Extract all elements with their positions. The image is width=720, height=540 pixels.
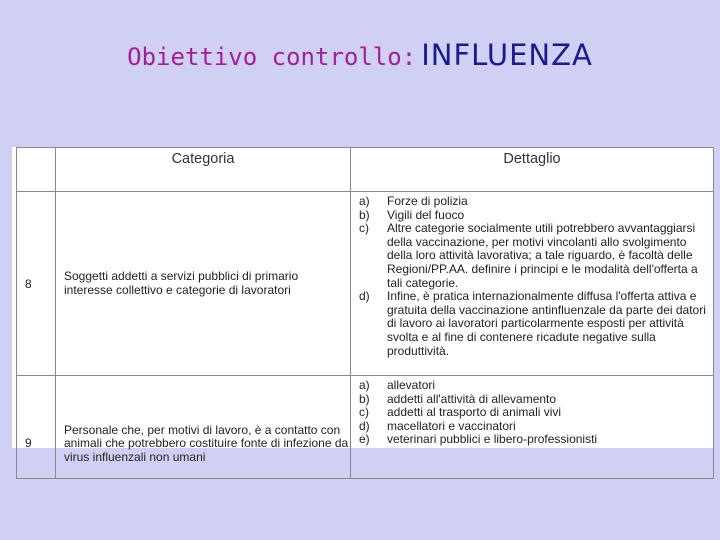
detail-item <box>359 195 713 209</box>
detail-text: addetti al trasporto di animali vivi <box>387 405 562 420</box>
row-number: 8 <box>17 192 56 376</box>
header-categoria: Categoria <box>56 148 351 192</box>
title-topic: INFLUENZA <box>421 38 593 72</box>
detail-item <box>359 209 713 223</box>
detail-letter: a) <box>359 378 370 392</box>
detail-item <box>359 406 713 420</box>
detail-item <box>359 222 713 290</box>
detail-item <box>359 420 713 434</box>
detail-text: Altre categorie socialmente utili potrebbero avvantaggiarsi della vaccinazione, per motivi vincolanti allo svolgimento della loro attività lavorativa; a tale riguardo, è facoltà delle Regioni/PP.AA. definire i principi e le modalità dell'offerta a tali categorie. <box>387 221 698 290</box>
header-number-cell <box>17 148 56 192</box>
detail-letter: a) <box>359 194 370 208</box>
table-sheet <box>12 147 714 464</box>
detail-text: veterinari pubblici e libero-professionisti <box>387 432 598 447</box>
detail-letter: d) <box>359 418 370 433</box>
title-label: Obiettivo controllo: <box>127 43 417 71</box>
row-details <box>351 376 714 479</box>
detail-item <box>359 379 713 393</box>
detail-item <box>359 393 713 407</box>
detail-text: Forze di polizia <box>387 194 468 208</box>
detail-text: addetti all'attività di allevamento <box>387 391 557 406</box>
detail-letter: c) <box>359 405 369 420</box>
detail-item <box>359 433 713 447</box>
table-row <box>17 376 714 479</box>
detail-text: macellatori e vaccinatori <box>387 418 516 433</box>
row-category: Soggetti addetti a servizi pubblici di primario interesse collettivo e categorie di lavoratori <box>56 192 351 376</box>
detail-text: Vigili del fuoco <box>387 207 465 222</box>
detail-letter: c) <box>359 221 369 236</box>
detail-letter: b) <box>359 207 370 222</box>
row-details <box>351 192 714 376</box>
detail-letter: b) <box>359 391 370 406</box>
table-header-row <box>17 148 714 192</box>
row-number: 9 <box>17 376 56 479</box>
row-category: Personale che, per motivi di lavoro, è a contatto con animali che potrebbero costituire fonte di infezione da virus influenzali non umani <box>56 376 351 479</box>
detail-text: Infine, è pratica internazionalmente diffusa l'offerta attiva e gratuita della vaccinazione antinfluenzale da parte dei datori di lavoro ai lavoratori particolarmente esposti per attività svolta e al fine di contenere ricadute negative sulla produttività. <box>387 289 706 358</box>
detail-letter: d) <box>359 289 370 304</box>
table-row <box>17 192 714 376</box>
header-dettaglio: Dettaglio <box>351 148 714 192</box>
detail-text: allevatori <box>387 378 436 392</box>
slide-title <box>0 38 720 72</box>
detail-item <box>359 290 713 358</box>
detail-letter: e) <box>359 432 370 447</box>
priority-table <box>16 147 714 479</box>
